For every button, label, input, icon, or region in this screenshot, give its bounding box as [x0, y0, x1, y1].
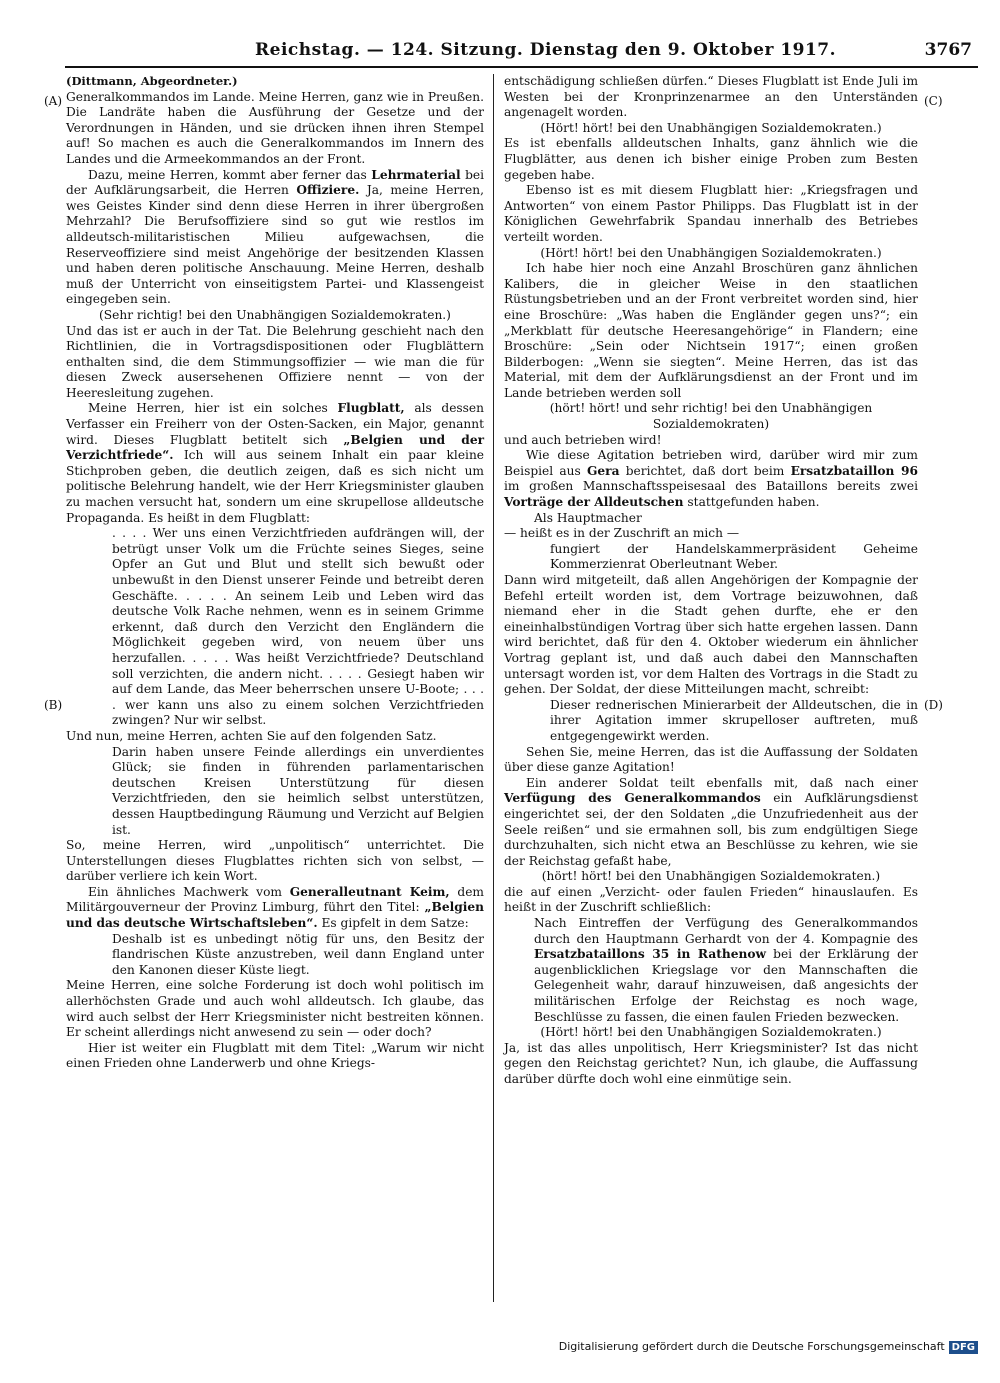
paragraph: entschädigung schließen dürfen.“ Dieses Flugblatt ist Ende Juli im Westen bei der Kronprinzenarmee an den Unterständen angenagelt worden. — [504, 74, 918, 120]
interjection: (hört! hört! und sehr richtig! bei den Unabhängigen Sozialdemokraten) — [549, 401, 873, 432]
quotation: Deshalb ist es unbedingt nötig für uns, den Besitz der flandrischen Küste anzustreben, weil dann England unter den Kanonen dieser Küste liegt. — [112, 931, 484, 977]
margin-marker-d: (D) — [924, 698, 943, 712]
quotation: Als Hauptmacher — [534, 510, 642, 525]
credit-text: Digitalisierung gefördert durch die Deutsche Forschungsgemeinschaft — [558, 1340, 945, 1353]
paragraph: Es ist ebenfalls alldeutschen Inhalts, ganz ähnlich wie die Flugblätter, aus denen ich bisher einige Proben zum Besten gegeben habe. — [504, 136, 918, 182]
margin-marker-c: (C) — [924, 94, 943, 108]
paragraph: Meine Herren, hier ist ein solches Flugblatt, als dessen Verfasser ein Freiherr von der Osten-Sacken, ein Major, genannt wird. Dieses Flugblatt betitelt sich „Belgien und der Verzichtfriede“. Ich will aus seinem Inhalt ein paar kleine Stichproben geben, die deutlich zeigen, daß es sich nicht um politische Belehrung handelt, wie der Herr Kriegsminister glauben zu machen versucht hat, sondern um eine skrupellose alldeutsche Propaganda. Es heißt in dem Flugblatt: — [66, 401, 484, 525]
quotation: Dieser rednerischen Minierarbeit der Alldeutschen, die in ihrer Agitation immer skrupelloser auftreten, muß entgegengewirkt werden. — [550, 697, 918, 743]
interjection: (hört! hört! bei den Unabhängigen Sozialdemokraten.) — [541, 869, 881, 884]
interjection: (Sehr richtig! bei den Unabhängigen Sozialdemokraten.) — [99, 307, 451, 322]
running-title: Reichstag. — 124. Sitzung. Dienstag den 9. Oktober 1917. — [255, 40, 837, 60]
paragraph: Und das ist er auch in der Tat. Die Belehrung geschieht nach den Richtlinien, die in Vortragsdispositionen oder Flugblättern enthalten sind, die dem Stimmungsoffizier — wie man die für diesen Zweck ausersehenen Offiziere nennt — von der Heeresleitung zugehen. — [66, 323, 484, 400]
quotation: Nach Eintreffen der Verfügung des Generalkommandos durch den Hauptmann Gerhardt von der 4. Kompagnie des Ersatzbataillons 35 in Rathenow bei der Erklärung der augenblicklichen Kriegslage vor den Mannschaften die Gelegenheit wahr, darauf hinzuweisen, daß angesichts der militärischen Erfolge der Reichstag es noch wage, Beschlüsse zu fassen, die einen faulen Frieden bezwecken. — [534, 916, 919, 1024]
digitization-credit — [559, 1340, 978, 1354]
paragraph: — heißt es in der Zuschrift an mich — — [504, 526, 740, 541]
paragraph: Ich habe hier noch eine Anzahl Broschüren ganz ähnlichen Kalibers, die in gleicher Weise in den staatlichen Rüstungsbetrieben und an der Front verbreitet worden sind, hier eine Broschüre: „Was haben die Engländer gegen uns?“; ein „Merkblatt für deutsche Heeresangehörige“ in Flandern; eine Broschüre: „Sein oder Nichtsein 1917“; einen großen Bilderbogen: „Wenn sie siegten“. Meine Herren, das ist das Material, mit dem der Aufklärungsdienst an der Front und im Lande betrieben werden soll — [504, 261, 918, 400]
quotation: . . . . Wer uns einen Verzichtfrieden aufdrängen will, der betrügt unser Volk um die Früchte seines Sieges, seine Opfer an Gut und Blut und stellt sich bewußt oder unbewußt in den Dienst unserer Feinde und betreibt deren Geschäfte. . . . . An seinem Leib und Leben wird das deutsche Volk Rache nehmen, wenn es in seinem Grimme erkennt, daß durch den Verzicht den Engländern die Möglichkeit gegeben wird, von neuem über uns herzufallen. . . . . Was heißt Verzichtfriede? Deutschland soll verzichten, die andern nicht. . . . . Gesiegt haben wir auf dem Lande, das Meer beherrschen unsere U-Boote; . . . . wer kann uns also zu einem solchen Verzichtfrieden zwingen? Nur wir selbst. — [112, 526, 484, 728]
paragraph: Hier ist weiter ein Flugblatt mit dem Titel: „Warum wir nicht einen Frieden ohne Landerwerb und ohne Kriegs- — [66, 1040, 484, 1071]
column-divider — [493, 74, 494, 1302]
paragraph: Generalkommandos im Lande. Meine Herren, ganz wie in Preußen. Die Landräte haben die Ausführung der Gesetze und der Verordnungen in Händen, und sie drücken ihnen ihren Stempel auf! So machen es auch die Generalkommandos im Innern des Landes und die Armeekommandos an der Front. — [66, 89, 484, 166]
paragraph: Wie diese Agitation betrieben wird, darüber wird mir zum Beispiel aus Gera berichtet, daß dort beim Ersatzbataillon 96 im großen Mannschaftsspeisesaal des Bataillons bereits zwei Vorträge der Alldeutschen stattgefunden haben. — [504, 448, 918, 510]
margin-marker-a: (A) — [44, 94, 63, 108]
page-number: 3767 — [924, 40, 972, 60]
dfg-logo: DFG — [949, 1341, 978, 1354]
paragraph: und auch betrieben wird! — [504, 432, 662, 447]
paragraph: Dann wird mitgeteilt, daß allen Angehörigen der Kompagnie der Befehl erteilt worden ist, dem Vortrage beizuwohnen, daß niemand eher in die Stadt gehen durfte, ehe er den eineinhalbstündigen Vortrag über sich hatte ergehen lassen. Dann wird berichtet, daß für den 4. Oktober wiederum ein ähnlicher Vortrag geplant ist, und daß auch dabei den Mannschaften untersagt worden ist, vor dem Halten des Vortrags in die Stadt zu gehen. Der Soldat, der diese Mitteilungen macht, schreibt: — [504, 573, 918, 697]
paragraph: Dazu, meine Herren, kommt aber ferner das Lehrmaterial bei der Aufklärungsarbeit, die Herren Offiziere. Ja, meine Herren, wes Geistes Kinder sind denn diese Herren in ihrer übergroßen Mehrzahl? Die Berufsoffiziere sind so gut wie restlos im alldeutsch-militaristischen Milieu aufgewachsen, die Reserveoffiziere sind meist Angehörige der besitzenden Klassen und haben deren politische Anschauung. Meine Herren, deshalb muß der Unterricht von einseitigstem Partei- und Klassengeist eingegeben sein. — [66, 167, 484, 307]
interjection: (Hört! hört! bei den Unabhängigen Sozialdemokraten.) — [540, 1025, 882, 1040]
paragraph: Ein ähnliches Machwerk vom Generalleutnant Keim, dem Militärgouverneur der Provinz Limburg, führt den Titel: „Belgien und das deutsche Wirtschaftsleben“. Es gipfelt in dem Satze: — [66, 884, 484, 931]
paragraph: So, meine Herren, wird „unpolitisch“ unterrichtet. Die Unterstellungen dieses Flugblattes richten sich von selbst, — darüber verliere ich kein Wort. — [66, 838, 484, 884]
paragraph: die auf einen „Verzicht- oder faulen Frieden“ hinauslaufen. Es heißt in der Zuschrift schließlich: — [504, 884, 918, 915]
left-column — [66, 74, 484, 1072]
interjection: (Hört! hört! bei den Unabhängigen Sozialdemokraten.) — [540, 120, 882, 135]
paragraph: Und nun, meine Herren, achten Sie auf den folgenden Satz. — [66, 728, 437, 743]
right-column — [504, 74, 918, 1088]
interjection: (Hört! hört! bei den Unabhängigen Sozialdemokraten.) — [540, 245, 882, 260]
quotation: fungiert der Handelskammerpräsident Geheime Kommerzienrat Oberleutnant Weber. — [550, 541, 918, 572]
quotation: Darin haben unsere Feinde allerdings ein unverdientes Glück; sie finden in führenden parlamentarischen deutschen Kreisen Unterstützung für diesen Verzichtfrieden, den sie heimlich selbst unterstützen, dessen Hauptbedingung Räumung und Verzicht auf Belgien ist. — [112, 744, 484, 837]
paragraph: Sehen Sie, meine Herren, das ist die Auffassung der Soldaten über diese ganze Agitation! — [504, 744, 918, 775]
paragraph: Ein anderer Soldat teilt ebenfalls mit, daß nach einer Verfügung des Generalkommandos ein Aufklärungsdienst eingerichtet sei, der den Soldaten „die Unzufriedenheit aus der Seele reißen“ und sie ermahnen soll, bis zum endgültigen Siege durchzuhalten, sich nicht etwa an Beschlüsse zu kehren, wie sie der Reichstag gefaßt habe, — [504, 775, 918, 868]
margin-marker-b: (B) — [44, 698, 63, 712]
paragraph: Ebenso ist es mit diesem Flugblatt hier: „Kriegsfragen und Antworten“ von einem Pastor Philipps. Das Flugblatt ist in der Königlichen Gewehrfabrik Spandau innerhalb des Betriebes verteilt worden. — [504, 183, 918, 244]
paragraph: Ja, ist das alles unpolitisch, Herr Kriegsminister? Ist das nicht gegen den Reichstag gerichtet? Nun, ich glaube, die Auffassung darüber dürfte doch wohl eine einmütige sein. — [504, 1040, 918, 1086]
speaker-label: (Dittmann, Abgeordneter.) — [66, 74, 238, 88]
header-rule — [65, 66, 978, 68]
paragraph: Meine Herren, eine solche Forderung ist doch wohl politisch im allerhöchsten Grade und auch wohl alldeutsch. Ich glaube, das wird auch selbst der Herr Kriegsminister nicht bestreiten können. Er scheint allerdings nicht anwesend zu sein — oder doch? — [66, 978, 484, 1040]
